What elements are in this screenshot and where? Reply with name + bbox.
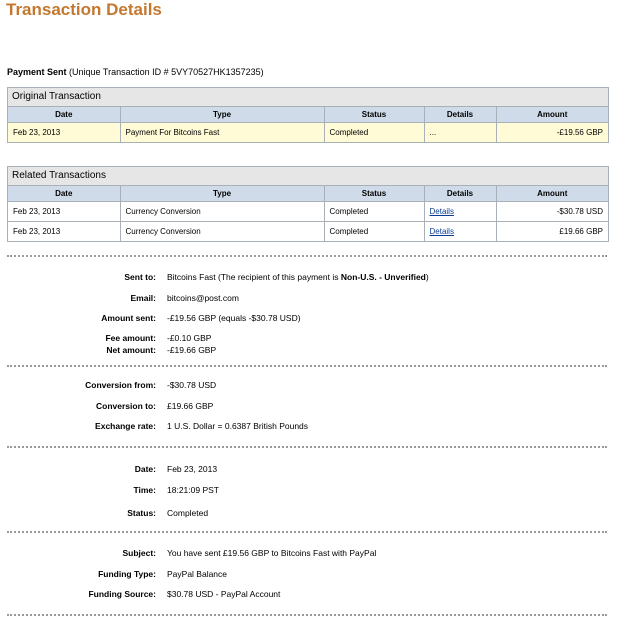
col-amount: Amount (496, 107, 608, 123)
col-type: Type (120, 186, 324, 202)
divider (7, 365, 607, 367)
funding-source-value: $30.78 USD - PayPal Account (167, 589, 281, 599)
email-label: Email: (130, 293, 156, 303)
page-title: Transaction Details (6, 0, 162, 19)
payment-sent-label: Payment Sent (7, 67, 67, 77)
col-details: Details (424, 107, 496, 123)
transaction-id: (Unique Transaction ID # 5VY70527HK1357235) (69, 67, 264, 77)
cell-status: Completed (324, 123, 424, 143)
cell-details: ... (424, 123, 496, 143)
table-header-row (8, 107, 608, 123)
date-value: Feb 23, 2013 (167, 464, 218, 474)
funding-type-label: Funding Type: (98, 569, 156, 579)
subject-value: You have sent £19.56 GBP to Bitcoins Fast with PayPal (167, 548, 377, 558)
col-date: Date (8, 107, 120, 123)
table-header-row (8, 186, 608, 202)
col-status: Status (324, 186, 424, 202)
cell-date: Feb 23, 2013 (8, 202, 120, 222)
funding-source-label: Funding Source: (88, 589, 156, 599)
col-details: Details (424, 186, 496, 202)
conversion-to-label: Conversion to: (96, 401, 156, 411)
exchange-rate-value: 1 U.S. Dollar = 0.6387 British Pounds (167, 421, 309, 431)
fee-value: -£0.10 GBP (167, 333, 212, 343)
related-transactions-table (8, 186, 608, 241)
cell-type: Currency Conversion (120, 202, 324, 222)
original-transaction-heading: Original Transaction (8, 88, 608, 107)
cell-status: Completed (324, 202, 424, 222)
payment-sent-line (7, 67, 264, 77)
subject-label: Subject: (122, 548, 156, 558)
table-row (8, 202, 608, 222)
conversion-from-label: Conversion from: (85, 380, 156, 390)
divider (7, 531, 607, 533)
status-value: Completed (167, 508, 209, 518)
time-value: 18:21:09 PST (167, 485, 219, 495)
col-status: Status (324, 107, 424, 123)
original-transaction-table (8, 107, 608, 142)
cell-date: Feb 23, 2013 (8, 222, 120, 242)
amount-sent-label: Amount sent: (101, 313, 156, 323)
col-amount: Amount (496, 186, 608, 202)
cell-details (424, 222, 496, 242)
sent-to-label: Sent to: (124, 272, 156, 282)
table-row (8, 222, 608, 242)
divider (7, 446, 607, 448)
email-value: bitcoins@post.com (167, 293, 239, 303)
details-link[interactable]: Details (429, 207, 454, 216)
divider (7, 255, 607, 257)
cell-amount: -$30.78 USD (496, 202, 608, 222)
status-label: Status: (127, 508, 156, 518)
sent-to-value: Bitcoins Fast (The recipient of this payment is Non-U.S. - Unverified) (167, 272, 429, 282)
amount-sent-value: -£19.56 GBP (equals -$30.78 USD) (167, 313, 301, 323)
col-type: Type (120, 107, 324, 123)
cell-type: Currency Conversion (120, 222, 324, 242)
cell-status: Completed (324, 222, 424, 242)
col-date: Date (8, 186, 120, 202)
original-transaction-box (7, 87, 609, 143)
related-transactions-heading: Related Transactions (8, 167, 608, 186)
cell-amount: £19.66 GBP (559, 227, 603, 236)
conversion-to-value: £19.66 GBP (167, 401, 214, 411)
divider (7, 614, 607, 616)
fee-label: Fee amount: (105, 333, 156, 343)
funding-type-value: PayPal Balance (167, 569, 228, 579)
related-transactions-box (7, 166, 609, 242)
table-row (8, 123, 608, 143)
time-label: Time: (133, 485, 156, 495)
net-label: Net amount: (106, 345, 156, 355)
cell-date: Feb 23, 2013 (8, 123, 120, 143)
cell-details (424, 202, 496, 222)
date-label: Date: (134, 464, 156, 474)
cell-amount: -£19.56 GBP (496, 123, 608, 143)
details-link[interactable]: Details (429, 227, 454, 236)
net-value: -£19.66 GBP (167, 345, 217, 355)
cell-type: Payment For Bitcoins Fast (120, 123, 324, 143)
conversion-from-value: -$30.78 USD (167, 380, 217, 390)
exchange-rate-label: Exchange rate: (95, 421, 156, 431)
